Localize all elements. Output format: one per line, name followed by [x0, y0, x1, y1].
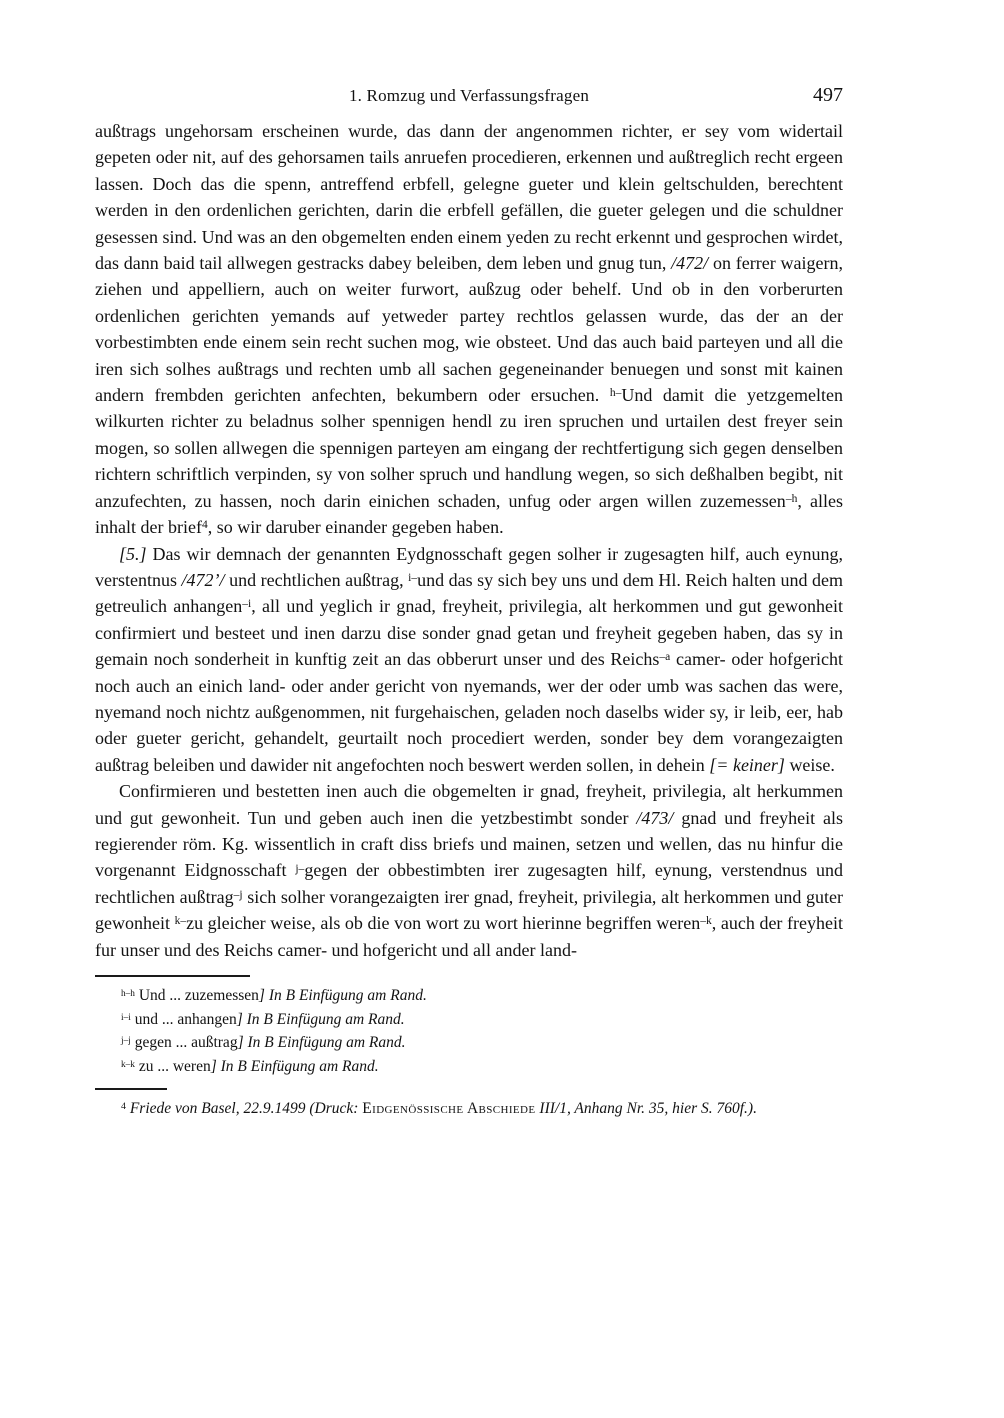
apparatus-marker: k–k — [121, 1059, 135, 1070]
superscript-mark: i– — [408, 572, 418, 585]
apparatus-marker: h–h — [121, 989, 135, 1000]
chapter-heading: 1. Romzug und Verfassungsfragen — [348, 86, 590, 105]
main-text — [95, 118, 843, 963]
apparatus-marker: j–j — [121, 1036, 131, 1047]
apparatus-divider-rule — [95, 975, 250, 977]
superscript-mark: –i — [242, 598, 252, 611]
apparatus-entry: $^{j-j}$ gegen ... außtrag] In B Einfügung am Rand. — [121, 1034, 406, 1051]
superscript-mark: –h — [785, 492, 798, 505]
text-segment: und das sy sich bey uns und dem Hl. Reich halten und dem getreulich anhangen — [95, 569, 844, 617]
apparatus-entry: $^{i-i}$ und ... anhangen] In B Einfügung am Rand. — [121, 1010, 405, 1028]
text-segment: sich solher vorangezaigten irer gnad, freyheit, privilegia, alt herkommen und guter gewonheit — [95, 886, 843, 934]
text-segment: außtrags ungehorsam erscheinen wurde, das dann der angenommen richter, er sey vom widertail gepeten oder nit, auf des gehorsamen tails anruefen procedieren, erkennen und außtreglich recht ergeen lassen. Doch das die spenn, antreffend erbfell, gelegne gueter und klein geltschulden, berechtent werden in den ordenlichen gerichten, darin die erbfell gefällen, die gueter gelegen und die schuldner gesessen sind. Und was an den obgemelten enden einem yeden zu recht erkennt und gesprochen wirdet, das dann baid tail allwegen gestracks dabey beleiben, dem leben und gnug tun, — [95, 121, 843, 274]
text-segment: weise. — [784, 754, 835, 775]
footnote-divider-rule — [95, 1088, 167, 1090]
text-segment: III/1, Anhang Nr. 35, hier S. 760f.). — [535, 1100, 757, 1117]
text-segment: [5.] — [119, 543, 147, 564]
text-segment: Eidgenössische Abschiede — [362, 1100, 536, 1117]
text-segment: Das wir demnach der genannten Eydgnosschaft gegen solher ir zugesagten hilf, auch eynung, verstentnus — [95, 543, 843, 590]
text-segment: , all und yeglich ir gnad, freyheit, privilegia, alt herkommen und gut gewonheit confirmiert und besteet und inen darzu dise sonder gnad getan und freyheit gegeben haben, das sy in gemain noch sonderheit in kunftig zeit an das obberurt unser und des Reichs — [95, 596, 843, 670]
apparatus-entries — [95, 984, 843, 1078]
superscript-mark: –a — [659, 651, 671, 664]
apparatus-note: ] In B Einfügung am Rand. — [237, 1034, 406, 1051]
text-segment: zu gleicher weise, als ob die von wort zu wort hierinne begriffen weren — [186, 913, 701, 934]
superscript-mark: j– — [295, 862, 305, 875]
paragraph — [95, 118, 843, 541]
superscript-mark: k– — [174, 915, 187, 928]
footnote — [95, 1097, 843, 1120]
superscript-mark: –k — [700, 915, 712, 928]
text-segment: /472/ — [671, 253, 709, 274]
apparatus-note: ] In B Einfügung am Rand. — [210, 1057, 379, 1075]
text-segment: /472’/ — [181, 569, 225, 590]
paragraph — [95, 778, 843, 963]
apparatus-marker: i–i — [121, 1012, 131, 1023]
text-block — [95, 84, 843, 1120]
paragraph — [95, 541, 843, 779]
page-number: 497 — [813, 84, 843, 106]
critical-apparatus — [95, 975, 843, 1078]
text-segment: , so wir daruber einander gegeben haben. — [207, 517, 504, 538]
text-segment: gegen der obbestimbten irer zugesagten hilf, eynung, verstendnus und rechtlichen außtrag — [95, 860, 843, 907]
text-segment: Confirmieren und bestetten inen auch die obgemelten ir gnad, freyheit, privilegia, alt herkummen und gut gewonheit. Tun und geben auch inen die yetzbestimbt sonder — [95, 781, 843, 828]
text-segment: camer- oder hofgericht noch auch an einich land- oder ander gericht von nyemands, wer der oder umb was sachen das were, nyemand noch nichtz außgenommen, nit furgehaischen, geladen noch daselbs wider sy, ir leib, eer, hab oder gueter gericht, gehandelt, geurtailt noch procediert werden, sonder bey dem vorangezaigten außtrag beleiben und dawider nit angefochten noch beswert werden sollen, in dehein — [95, 649, 843, 775]
apparatus-entry: $^{h-h}$ Und ... zuzemessen] In B Einfügung am Rand. — [121, 987, 427, 1004]
text-segment: und rechtlichen außtrag, — [224, 569, 409, 590]
footnote-marker: 4 — [121, 1100, 126, 1112]
footnote-container — [95, 1097, 843, 1120]
apparatus-entry: $^{k-k}$ zu ... weren] In B Einfügung am Rand. — [121, 1057, 379, 1075]
text-segment: /473/ — [636, 807, 674, 828]
footnote-section — [95, 1088, 843, 1120]
apparatus-note: ] In B Einfügung am Rand. — [258, 987, 427, 1004]
apparatus-note: ] In B Einfügung am Rand. — [236, 1010, 405, 1028]
superscript-mark: –j — [233, 888, 243, 901]
superscript-mark: h– — [609, 387, 622, 400]
text-segment: gnad und freyheit als regierender röm. Kg. wissentlich in craft diss briefs und mainen, setzen und wellen, das nu hinfur die vorgenannt Eidgnosschaft — [95, 807, 844, 881]
running-header — [95, 84, 843, 118]
text-segment: , auch der freyheit fur unser und des Reichs camer- und hofgericht und all ander land- — [95, 913, 843, 960]
text-segment: Und damit die yetzgemelten wilkurten richter zu beladnus solher spennigen hendl zu iren spruchen und urtailen dest freyer sein mogen, so sollen allwegen die spennigen parteyen am eingang der rechtfertigung sich gegen denselben richtern schriftlich verpinden, sy von solher spruch und handlung wegen, so sich deßhalben begibt, nit anzufechten, zu hassen, noch darin einichen schaden, unfug oder argen willen zuzemessen — [95, 385, 844, 511]
text-segment: , alles inhalt der brief — [95, 490, 843, 538]
text-segment: on ferrer waigern, ziehen und appelliern, auch on weiter furwort, außzug oder behelf. Und ob in den vorberurten ordenlichen gerichten yemands auf yetweder partey rechtlos gelassen wurde, das der an der vorbestimbten ende einem sein recht suchen mog, wie obsteet. Und das auch baid parteyen und all die iren sich solhes außtrags und rechten umb all sachen gegeneinander benuegen und sonst mit kainen andern frembden gerichten anfechten, bekumbern oder ersuchen. — [95, 253, 843, 406]
superscript-mark: 4 — [201, 519, 208, 532]
text-segment: Friede von Basel, 22.9.1499 (Druck: — [129, 1100, 363, 1117]
text-segment: [= keiner] — [709, 754, 785, 775]
